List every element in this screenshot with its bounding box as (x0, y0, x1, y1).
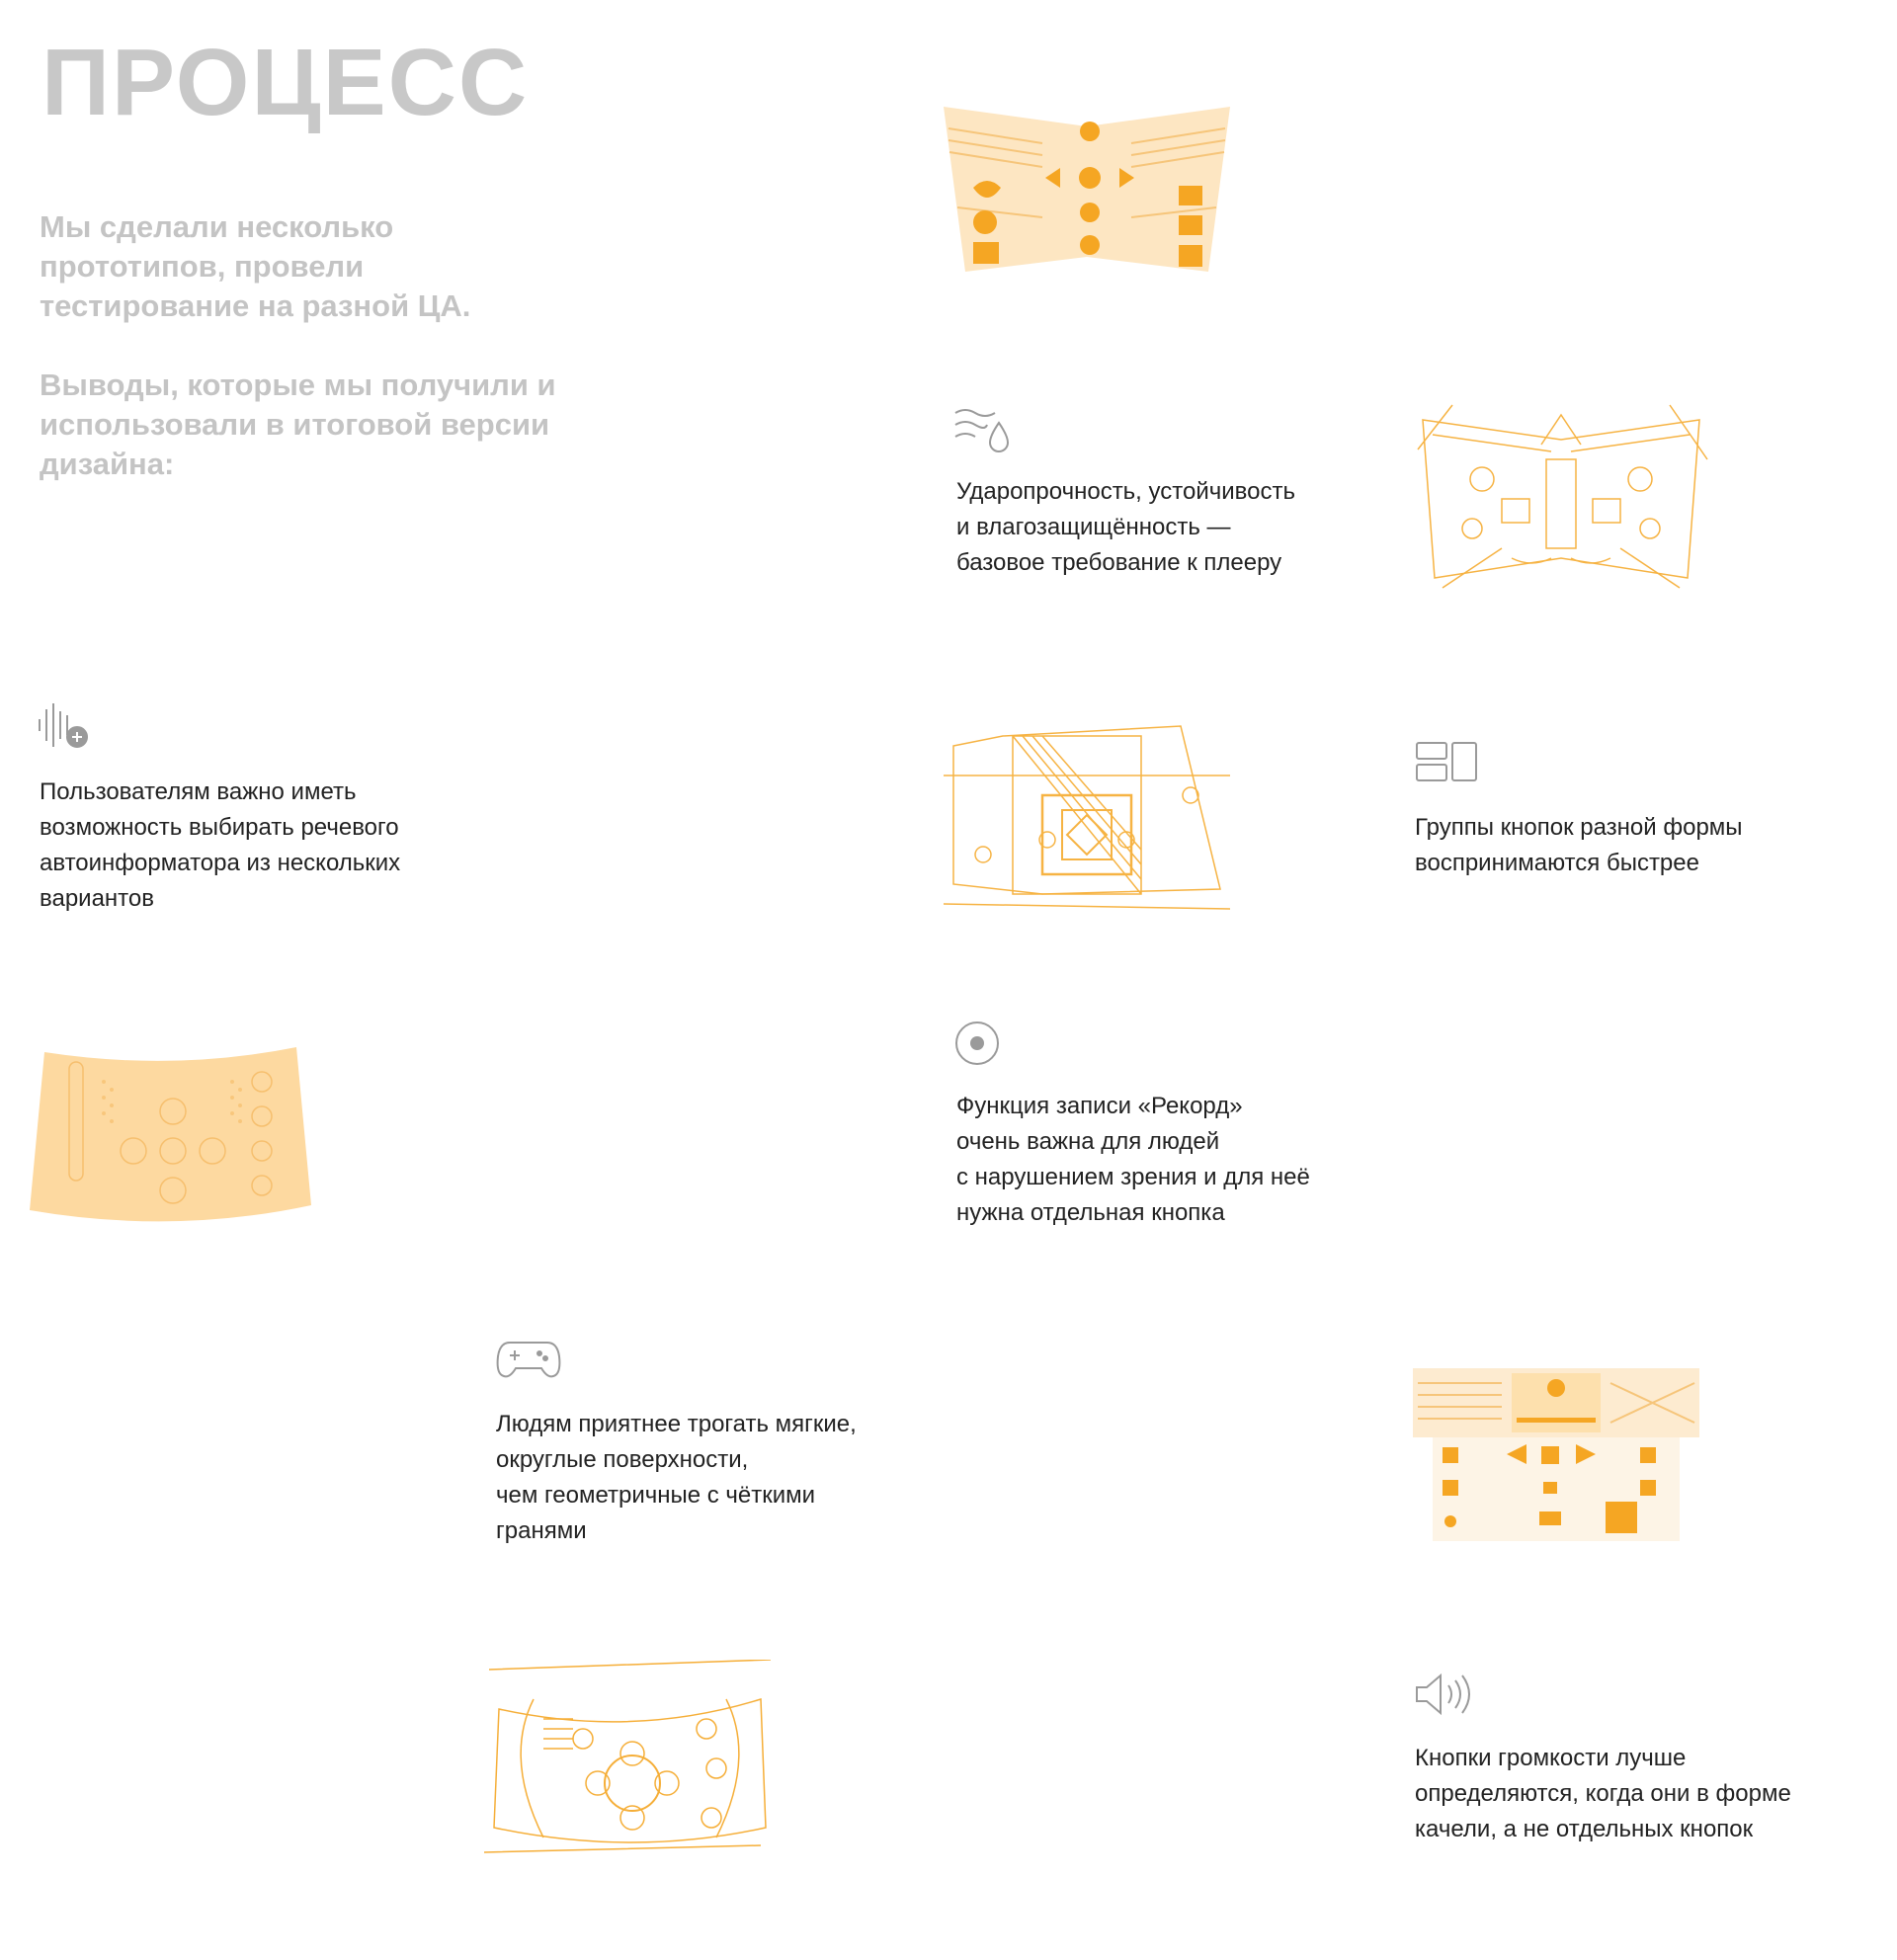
feature-line: возможность выбирать речевого (40, 814, 399, 841)
feature-line: Пользователям важно иметь (40, 778, 357, 805)
feature-record-text (956, 1089, 1391, 1231)
feature-line: автоинформатора из нескольких (40, 850, 401, 876)
prototype-sketch-rounded-panel (484, 1660, 776, 1857)
record-icon (953, 1020, 1001, 1067)
feature-durability-text (956, 474, 1381, 581)
feature-volume-text (1415, 1741, 1869, 1847)
feature-line: и влагозащищённость — (956, 514, 1231, 540)
page-title: ПРОЦЕСС (41, 30, 530, 135)
intro-paragraph-2: Выводы, которые мы получили и использовали в итоговой версии дизайна: (40, 368, 556, 481)
feature-line: определяются, когда они в форме (1415, 1780, 1791, 1807)
prototype-photo-textured-panel (25, 1042, 316, 1230)
feature-line: гранями (496, 1517, 587, 1544)
intro-text (40, 207, 573, 524)
feature-line: Функция записи «Рекорд» (956, 1093, 1243, 1119)
audio-wave-plus-icon (36, 701, 91, 751)
prototype-sketch-square-button (944, 716, 1230, 924)
feature-line: базовое требование к плееру (956, 549, 1282, 576)
water-drop-wave-icon (953, 405, 1013, 454)
feature-line: очень важна для людей (956, 1128, 1220, 1155)
prototype-sketch-folded-panel (1413, 400, 1709, 598)
feature-line: округлые поверхности, (496, 1446, 749, 1473)
feature-line: вариантов (40, 885, 155, 912)
prototype-photo-grid-panel (1413, 1363, 1699, 1541)
feature-line: Ударопрочность, устойчивость (956, 478, 1295, 505)
layout-blocks-icon (1415, 741, 1478, 782)
feature-voice-text (40, 775, 504, 917)
prototype-photo-folded-panel (944, 99, 1235, 282)
feature-line: Группы кнопок разной формы (1415, 814, 1743, 841)
feature-line: качели, а не отдельных кнопок (1415, 1816, 1754, 1842)
feature-line: с нарушением зрения и для неё (956, 1164, 1310, 1190)
speaker-volume-icon (1415, 1672, 1476, 1717)
gamepad-icon (496, 1339, 561, 1380)
feature-line: нужна отдельная кнопка (956, 1199, 1225, 1226)
feature-line: Кнопки громкости лучше (1415, 1745, 1687, 1771)
feature-button-groups-text (1415, 810, 1850, 881)
feature-soft-surfaces-text (496, 1407, 960, 1549)
intro-paragraph-1: Мы сделали несколько прототипов, провели тестирование на разной ЦА. (40, 209, 471, 323)
feature-line: воспринимаются быстрее (1415, 850, 1699, 876)
feature-line: Людям приятнее трогать мягкие, (496, 1411, 857, 1437)
feature-line: чем геометричные с чёткими (496, 1482, 816, 1509)
